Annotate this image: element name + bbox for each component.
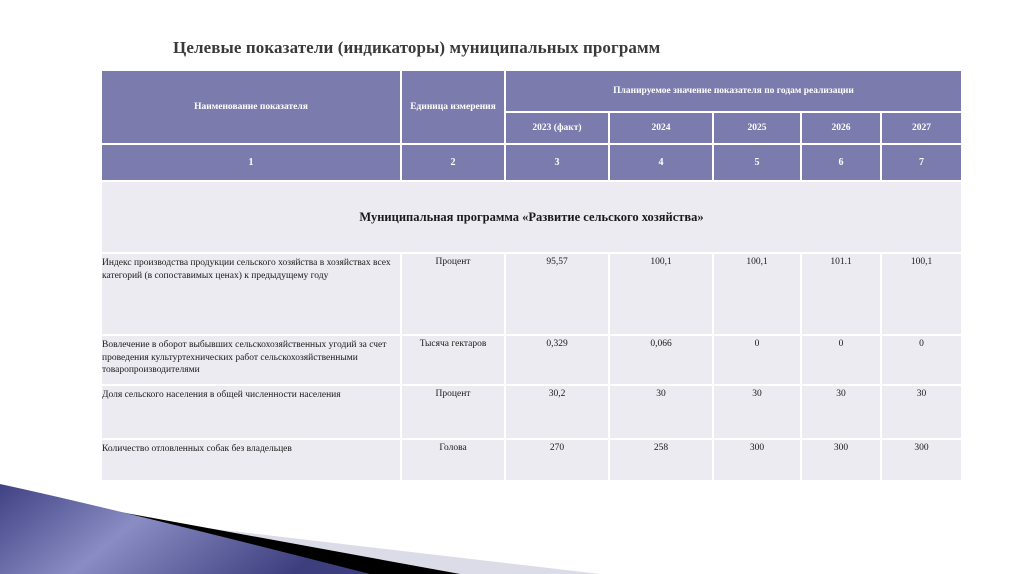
header-year-2026: 2026 (801, 112, 881, 144)
value-2026: 101.1 (801, 253, 881, 335)
header-unit: Единица измерения (401, 70, 505, 144)
header-planned-values: Планируемое значение показателя по годам реализации (505, 70, 962, 112)
value-2025: 30 (713, 385, 801, 439)
value-2025: 100,1 (713, 253, 801, 335)
column-number: 7 (881, 144, 962, 181)
indicator-name: Доля сельского населения в общей численности населения (101, 385, 401, 439)
header-year-2025: 2025 (713, 112, 801, 144)
indicator-name: Индекс производства продукции сельского хозяйства в хозяйствах всех категорий (в сопоставимых ценах) к предыдущему году (101, 253, 401, 335)
indicator-name: Количество отловленных собак без владельцев (101, 439, 401, 481)
value-2024: 258 (609, 439, 713, 481)
value-2027: 300 (881, 439, 962, 481)
program-section-title: Муниципальная программа «Развитие сельского хозяйства» (101, 181, 962, 253)
column-number: 3 (505, 144, 609, 181)
table-row (101, 253, 962, 335)
header-year-2023: 2023 (факт) (505, 112, 609, 144)
header-indicator-name: Наименование показателя (101, 70, 401, 144)
value-2025: 300 (713, 439, 801, 481)
value-2026: 300 (801, 439, 881, 481)
value-2024: 100,1 (609, 253, 713, 335)
decorative-swoosh (0, 470, 1024, 574)
value-2023: 95,57 (505, 253, 609, 335)
value-2026: 0 (801, 335, 881, 385)
header-year-2027: 2027 (881, 112, 962, 144)
indicator-unit: Процент (401, 253, 505, 335)
column-number: 4 (609, 144, 713, 181)
value-2023: 30,2 (505, 385, 609, 439)
value-2026: 30 (801, 385, 881, 439)
column-number: 6 (801, 144, 881, 181)
value-2024: 30 (609, 385, 713, 439)
value-2027: 30 (881, 385, 962, 439)
column-number: 1 (101, 144, 401, 181)
value-2025: 0 (713, 335, 801, 385)
value-2024: 0,066 (609, 335, 713, 385)
column-number: 5 (713, 144, 801, 181)
value-2023: 0,329 (505, 335, 609, 385)
header-year-2024: 2024 (609, 112, 713, 144)
value-2027: 100,1 (881, 253, 962, 335)
slide-title: Целевые показатели (индикаторы) муниципальных программ (173, 38, 661, 57)
indicator-name: Вовлечение в оборот выбывших сельскохозяйственных угодий за счет проведения культуртехнических работ сельскохозяйственными товаропроизводителями (101, 335, 401, 385)
value-2023: 270 (505, 439, 609, 481)
indicator-unit: Голова (401, 439, 505, 481)
indicator-unit: Процент (401, 385, 505, 439)
indicators-table (100, 69, 963, 482)
table-row (101, 385, 962, 439)
table-row (101, 335, 962, 385)
value-2027: 0 (881, 335, 962, 385)
column-number: 2 (401, 144, 505, 181)
indicator-unit: Тысяча гектаров (401, 335, 505, 385)
